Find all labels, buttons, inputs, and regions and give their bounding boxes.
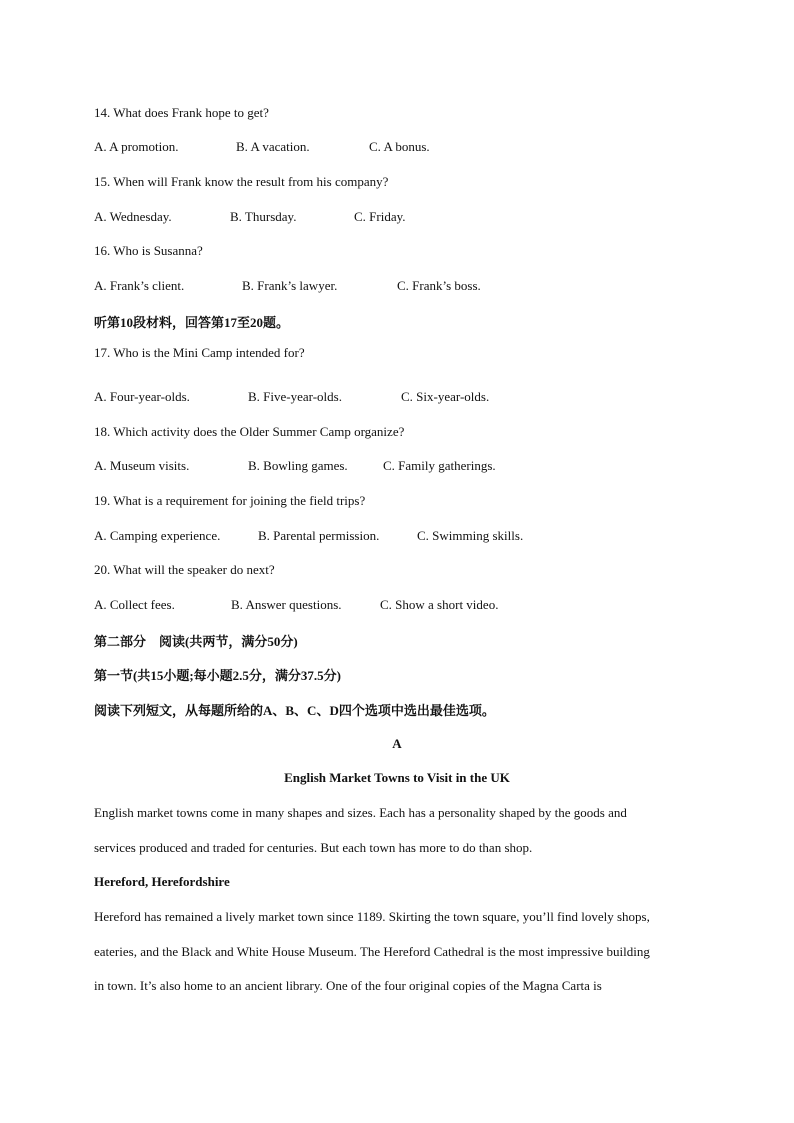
passage-subheading: Hereford, Herefordshire bbox=[94, 874, 230, 889]
passage-letter: A bbox=[392, 736, 402, 751]
option-b: B. Thursday. bbox=[230, 209, 297, 224]
option-c: C. Friday. bbox=[354, 209, 406, 224]
body-line-1: Hereford has remained a lively market town since 1189. Skirting the town square, you’ll find lovely shops, bbox=[94, 909, 650, 924]
option-b: B. Frank’s lawyer. bbox=[242, 278, 338, 293]
part-2-heading: 第二部分 阅读(共两节，满分50分) bbox=[94, 634, 298, 649]
body-line-2: eateries, and the Black and White House Museum. The Hereford Cathedral is the most impressive building bbox=[94, 944, 650, 959]
option-b: B. Parental permission. bbox=[258, 528, 380, 543]
option-b: B. Answer questions. bbox=[231, 597, 342, 612]
reading-instructions: 阅读下列短文，从每题所给的A、B、C、D四个选项中选出最佳选项。 bbox=[94, 703, 495, 718]
question-17-stem: 17. Who is the Mini Camp intended for? bbox=[94, 345, 305, 360]
option-a: A. Four-year-olds. bbox=[94, 389, 190, 404]
option-c: C. Show a short video. bbox=[380, 597, 499, 612]
intro-line-2: services produced and traded for centuries. But each town has more to do than shop. bbox=[94, 840, 533, 855]
question-14-stem: 14. What does Frank hope to get? bbox=[94, 105, 269, 120]
option-a: A. A promotion. bbox=[94, 139, 179, 154]
question-16-stem: 16. Who is Susanna? bbox=[94, 243, 203, 258]
intro-line-1: English market towns come in many shapes and sizes. Each has a personality shaped by the goods and bbox=[94, 805, 627, 820]
option-c: C. Frank’s boss. bbox=[397, 278, 481, 293]
question-19-stem: 19. What is a requirement for joining the field trips? bbox=[94, 493, 366, 508]
option-c: C. Six-year-olds. bbox=[401, 389, 490, 404]
option-b: B. Bowling games. bbox=[248, 458, 348, 473]
passage-title: English Market Towns to Visit in the UK bbox=[284, 770, 510, 785]
option-a: A. Frank’s client. bbox=[94, 278, 185, 293]
option-c: C. Family gatherings. bbox=[383, 458, 496, 473]
section-1-heading: 第一节(共15小题;每小题2.5分，满分37.5分) bbox=[94, 668, 341, 683]
option-c: C. Swimming skills. bbox=[417, 528, 524, 543]
question-18-stem: 18. Which activity does the Older Summer Camp organize? bbox=[94, 424, 405, 439]
option-a: A. Camping experience. bbox=[94, 528, 221, 543]
option-c: C. A bonus. bbox=[369, 139, 430, 154]
section-instruction-listen-10: 听第10段材料，回答第17至20题。 bbox=[94, 315, 290, 330]
option-a: A. Wednesday. bbox=[94, 209, 172, 224]
option-a: A. Museum visits. bbox=[94, 458, 190, 473]
option-a: A. Collect fees. bbox=[94, 597, 175, 612]
option-b: B. Five-year-olds. bbox=[248, 389, 342, 404]
body-line-3: in town. It’s also home to an ancient library. One of the four original copies of the Magna Carta is bbox=[94, 978, 602, 993]
question-20-stem: 20. What will the speaker do next? bbox=[94, 562, 275, 577]
option-b: B. A vacation. bbox=[236, 139, 310, 154]
question-15-stem: 15. When will Frank know the result from his company? bbox=[94, 174, 389, 189]
